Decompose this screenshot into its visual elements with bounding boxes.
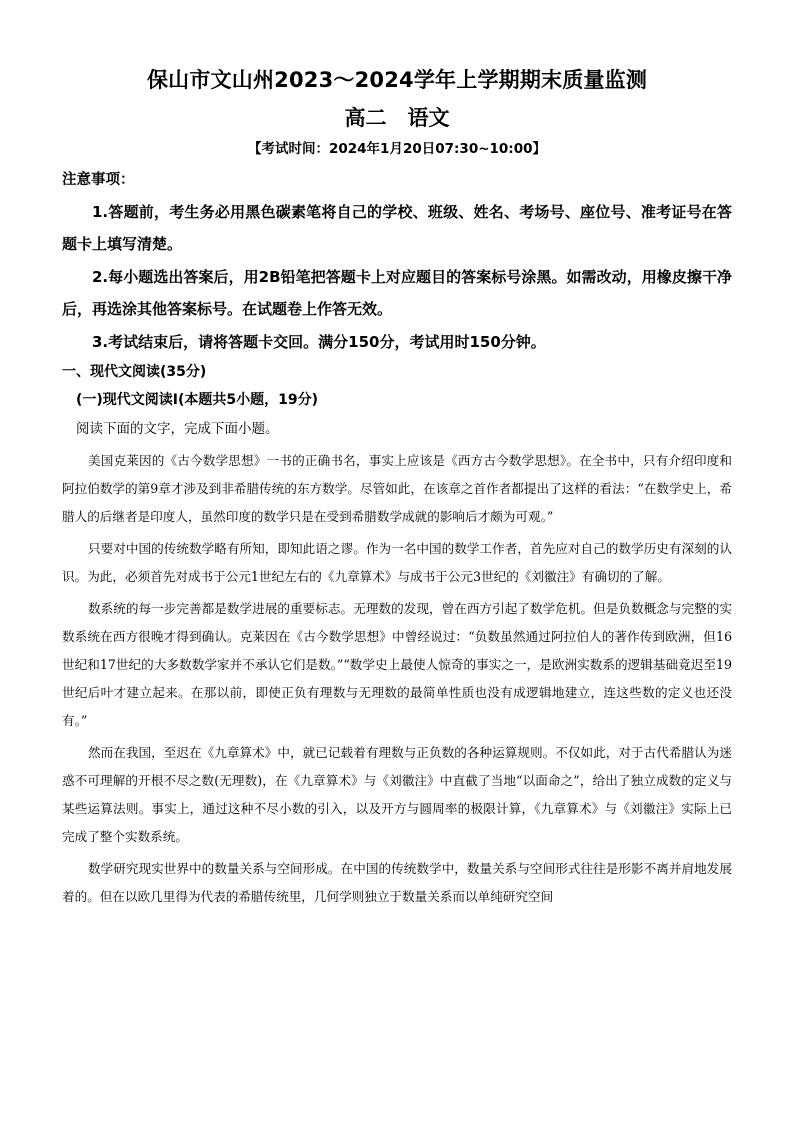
reading-passage (62, 447, 732, 911)
exam-time: 【考试时间：2024年1月20日07:30~10:00】 (247, 141, 546, 157)
notice-item-2: 2.每小题选出答案后，用2B铅笔把答题卡上对应题目的答案标号涂黑。如需改动，用橡皮擦干净后，再选涂其他答案标号。在试题卷上作答无效。 (62, 268, 732, 318)
notice-item-1: 1.答题前，考生务必用黑色碳素笔将自己的学校、班级、姓名、考场号、座位号、准考证号在答题卡上填写清楚。 (62, 203, 732, 253)
passage-paragraph-4: 然而在我国，至迟在《九章算术》中，就已记载着有理数与正负数的各种运算规则。不仅如此，对于古代希腊认为迷惑不可理解的开根不尽之数(无理数)，在《九章算术》与《刘徽注》中直截了当地“以面命之”，给出了独立成数的定义与某些运算法则。事实上，通过这种不尽小数的引入，以及开方与圆周率的极限计算，《九章算术》与《刘徽注》实际上已完成了整个实数系统。 (62, 745, 732, 844)
passage-paragraph-3: 数系统的每一步完善都是数学进展的重要标志。无理数的发现，曾在西方引起了数学危机。但是负数概念与完整的实数系统在西方很晚才得到确认。克莱因在《古今数学思想》中曾经说过：“负数虽然通过阿拉伯人的著作传到欧洲，但16世纪和17世纪的大多数数学家并不承认它们是数。”“数学史上最使人惊奇的事实之一，是欧洲实数系的逻辑基础竟迟至19世纪后叶才建立起来。在那以前，即使正负有理数与无理数的最简单性质也没有成逻辑地建立，连这些数的定义也还没有。” (62, 601, 732, 728)
passage-paragraph-2: 只要对中国的传统数学略有所知，即知此语之谬。作为一名中国的数学工作者，首先应对自己的数学历史有深刻的认识。为此，必须首先对成书于公元1世纪左右的《九章算术》与成书于公元3世纪的《刘徽注》有确切的了解。 (62, 541, 732, 584)
reading-instruction: 阅读下面的文字，完成下面小题。 (76, 421, 279, 437)
passage-paragraph-5: 数学研究现实世界中的数量关系与空间形成。在中国的传统数学中，数量关系与空间形式往往是形影不离并肩地发展着的。但在以欧几里得为代表的希腊传统里，几何学则独立于数量关系而以单纯研究空间 (62, 861, 732, 904)
notice-item-3: 3.考试结束后，请将答题卡交回。满分150分，考试用时150分钟。 (92, 333, 546, 351)
document-title: 保山市文山州2023～2024学年上学期期末质量监测 (146, 68, 648, 92)
document-subtitle: 高二 语文 (344, 106, 450, 130)
section-sub-heading: (一)现代文阅读Ⅰ(本题共5小题，19分) (76, 392, 319, 408)
notice-heading: 注意事项： (62, 172, 135, 188)
passage-paragraph-1: 美国克莱因的《古今数学思想》一书的正确书名，事实上应该是《西方古今数学思想》。在全书中，只有介绍印度和阿拉伯数学的第9章才涉及到非希腊传统的东方数学。尽管如此，在该章之首作者都提出了这样的看法：“在数学史上，希腊人的后继者是印度人，虽然印度的数学只是在受到希腊数学成就的影响后才颇为可观。” (62, 453, 732, 524)
section-heading: 一、现代文阅读(35分) (62, 364, 207, 380)
exam-page (62, 66, 732, 915)
